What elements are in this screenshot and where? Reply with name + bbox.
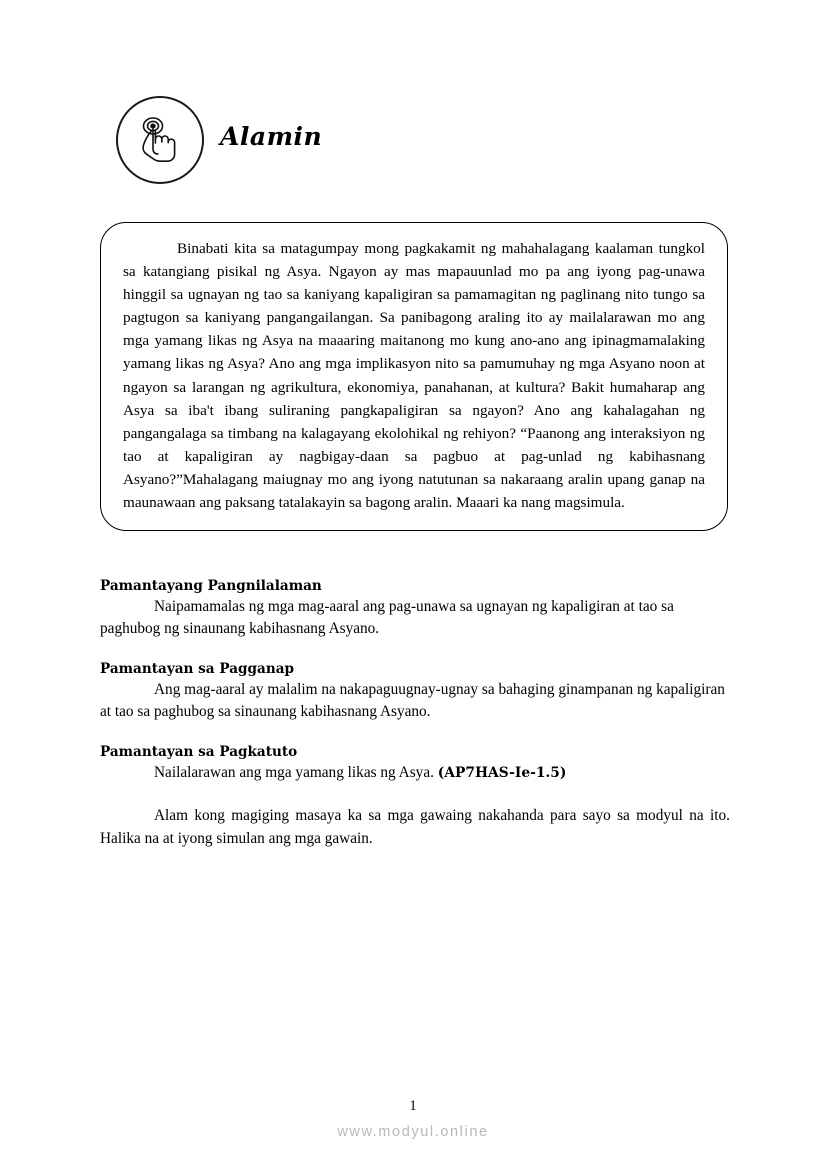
standard-content-block: [100, 578, 730, 639]
standard-body: Naipamamalas ng mga mag-aaral ang pag-unawa sa ugnayan ng kapaligiran at tao sa paghubog ng sinaunang kabihasnang Asyano.: [100, 598, 674, 637]
closing-paragraph: Alam kong magiging masaya ka sa mga gawaing nakahanda para sayo sa modyul na ito. Halika na at iyong simulan ang mga gawain.: [100, 807, 730, 847]
watermark: www.modyul.online: [337, 1124, 489, 1140]
standard-body-wrapper: [100, 762, 730, 784]
standard-body: Nailalarawan ang mga yamang likas ng Asya.: [154, 764, 438, 781]
standard-performance-block: [100, 661, 730, 722]
competency-code: (AP7HAS-Ie-1.5): [437, 765, 567, 781]
standard-heading: Pamantayang Pangnilalaman: [100, 578, 322, 594]
standard-body: Ang mag-aaral ay malalim na nakapaguugnay-ugnay sa bahaging ginampanan ng kapaligiran at tao sa paghubog sa sinaunang kabihasnang Asyano.: [100, 681, 725, 720]
standard-heading: Pamantayan sa Pagkatuto: [100, 744, 298, 760]
section-header: [100, 96, 740, 192]
standard-heading: Pamantayan sa Pagganap: [100, 661, 295, 677]
intro-paragraph: Binabati kita sa matagumpay mong pagkakamit ng mahahalagang kaalaman tungkol sa katangiang pisikal ng Asya. Ngayon ay mas mapauunlad mo pa ang iyong pag-unawa hinggil sa ugnayan ng tao sa kaniyang kapaligiran sa pamamagitan ng paglinang nito tungo sa pagtugon sa kaniyang pangangailangan. Sa panibagong araling ito ay mailalarawan mo ang mga yamang likas ng Asya na maaaring maitanong mo kung ano-ano ang ipinagmamalaking yamang likas ng Asya? Ano ang mga implikasyon nito sa pamumuhay ng mga Asyano noon at ngayon sa larangan ng agrikultura, ekonomiya, panahanan, at kultura? Bakit humaharap ang Asya sa iba't ibang suliraning pangkapaligiran sa ngayon? Ano ang kahalagahan ng pangangalaga sa timbang na kalagayang ekolohikal ng rehiyon? “Paanong ang interaksiyon ng tao at kapaligiran ay nagbigay-daan sa pagbuo at pag-unlad ng kabihasnang Asyano?”Mahalagang maiugnay mo ang iyong natutunan sa nakaraang aralin upang ganap na maunawaan ang paksang tatalakayin sa bagong aralin. Maaari ka nang magsimula.: [123, 240, 705, 512]
intro-callout-box: [100, 222, 728, 531]
standard-learning-block: [100, 744, 730, 784]
page-number: 1: [409, 1098, 417, 1114]
page-title: Alamin: [220, 122, 323, 151]
hand-pointing-icon: [116, 96, 204, 184]
